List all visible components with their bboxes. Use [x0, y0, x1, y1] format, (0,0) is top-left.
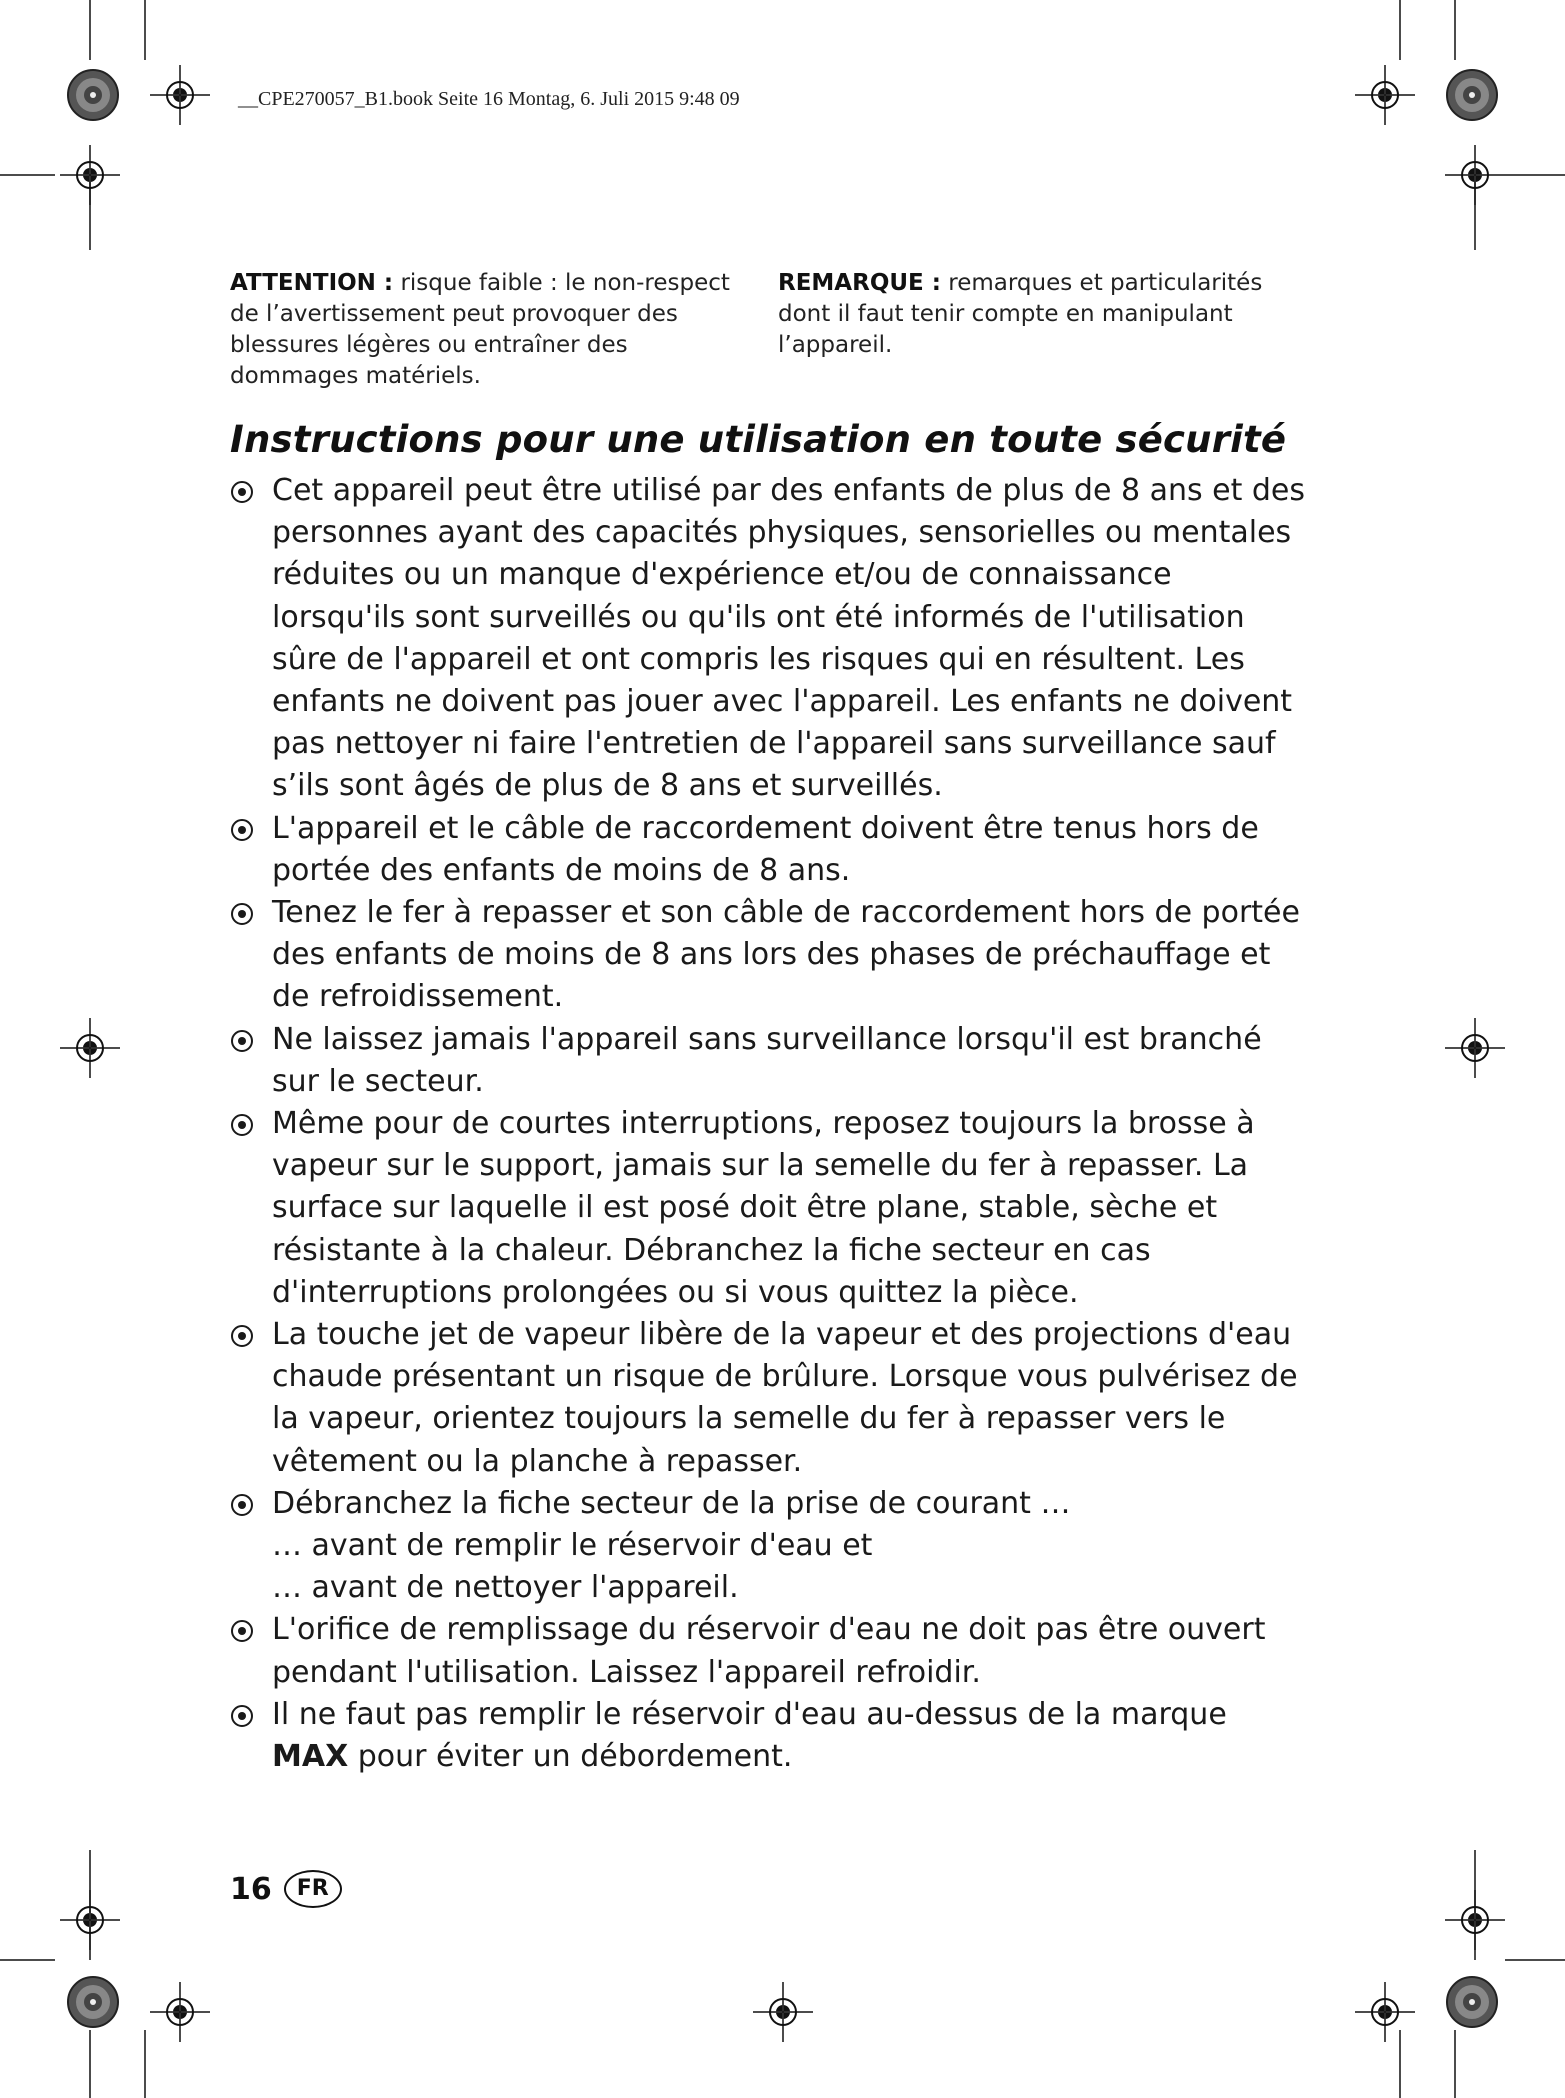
circle-dot-bullet-icon: [230, 1619, 254, 1643]
page-number: 16: [230, 1871, 272, 1907]
list-item-text-after: pour éviter un débordement.: [357, 1739, 793, 1775]
list-item-text: Tenez le fer à repasser et son câble de raccordement hors de portée des enfants de moins de 8 ans lors des phases de préchauffage et de refroidissement.: [272, 895, 1300, 1015]
list-item: [230, 808, 1310, 892]
list-item-line: Débranchez la fiche secteur de la prise de courant …: [272, 1485, 1071, 1521]
list-item-text: La touche jet de vapeur libère de la vapeur et des projections d'eau chaude présentant un risque de brûlure. Lorsque vous pulvérisez de la vapeur, orientez toujours la semelle du fer à repasser vers le vêtement ou la planche à repasser.: [272, 1317, 1298, 1479]
page-footer: [230, 1870, 342, 1908]
list-item-text: L'orifice de remplissage du réservoir d'eau ne doit pas être ouvert pendant l'utilisation. Laissez l'appareil refroidir.: [272, 1612, 1266, 1690]
circle-dot-bullet-icon: [230, 1029, 254, 1053]
remarque-note: [778, 268, 1308, 361]
circle-dot-bullet-icon: [230, 818, 254, 842]
circle-dot-bullet-icon: [230, 480, 254, 504]
list-item: [230, 470, 1310, 808]
circle-dot-bullet-icon: [230, 1704, 254, 1728]
list-item: [230, 1483, 1310, 1610]
list-item-text: L'appareil et le câble de raccordement doivent être tenus hors de portée des enfants de moins de 8 ans.: [272, 810, 1259, 888]
list-item: [230, 1019, 1310, 1103]
list-item-text: Il ne faut pas remplir le réservoir d'eau au-dessus de la marque: [272, 1696, 1227, 1732]
list-item-line: … avant de remplir le réservoir d'eau et: [272, 1528, 873, 1564]
section-title: Instructions pour une utilisation en toute sécurité: [230, 418, 1287, 461]
safety-instructions-list: [230, 470, 1310, 1778]
attention-label: ATTENTION :: [230, 270, 394, 296]
attention-text: risque faible : le non-respect de l’avertissement peut provoquer des blessures légères ou entraîner des dommages matériels.: [230, 270, 730, 389]
list-item-text: Cet appareil peut être utilisé par des enfants de plus de 8 ans et des personnes ayant des capacités physiques, sensorielles ou mentales réduites ou un manque d'expérience et/ou de connaissance lorsqu'ils sont surveillés ou qu'ils ont été informés de l'utilisation sûre de l'appareil et ont compris les risques qui en résultent. Les enfants ne doivent pas jouer avec l'appareil. Les enfants ne doivent pas nettoyer ni faire l'entretien de l'appareil sans surveillance sauf s’ils sont âgés de plus de 8 ans et surveillés.: [272, 473, 1306, 804]
circle-dot-bullet-icon: [230, 902, 254, 926]
list-item-text: Même pour de courtes interruptions, reposez toujours la brosse à vapeur sur le support, jamais sur la semelle du fer à repasser. La surface sur laquelle il est posé doit être plane, stable, sèche et résistante à la chaleur. Débranchez la fiche secteur en cas d'interruptions prolongées ou si vous quittez la pièce.: [272, 1106, 1255, 1310]
list-item: [230, 892, 1310, 1019]
max-mark-label: MAX: [272, 1739, 349, 1775]
attention-note: [230, 268, 750, 392]
remarque-text: remarques et particularités dont il faut tenir compte en manipulant l’appareil.: [778, 270, 1263, 358]
list-item: [230, 1694, 1310, 1778]
circle-dot-bullet-icon: [230, 1113, 254, 1137]
list-item-line: … avant de nettoyer l'appareil.: [272, 1570, 739, 1606]
list-item: [230, 1609, 1310, 1693]
list-item-text: Ne laissez jamais l'appareil sans surveillance lorsqu'il est branché sur le secteur.: [272, 1021, 1262, 1099]
remarque-label: REMARQUE :: [778, 270, 941, 296]
circle-dot-bullet-icon: [230, 1493, 254, 1517]
list-item: [230, 1314, 1310, 1483]
language-badge: FR: [284, 1870, 342, 1908]
list-item: [230, 1103, 1310, 1314]
circle-dot-bullet-icon: [230, 1324, 254, 1348]
book-file-header: __CPE270057_B1.book Seite 16 Montag, 6. Juli 2015 9:48 09: [238, 88, 740, 110]
